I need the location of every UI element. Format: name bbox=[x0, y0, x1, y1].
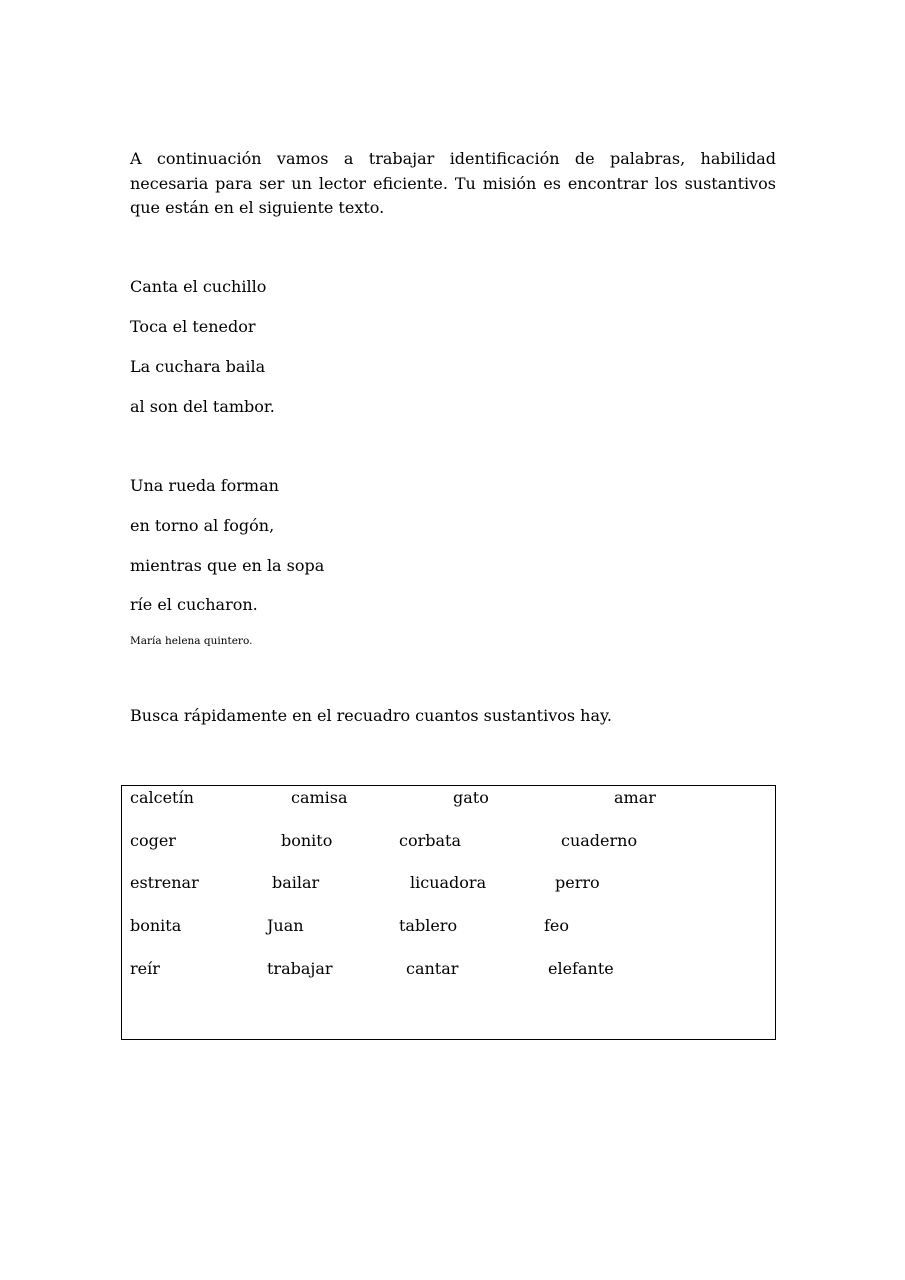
word-cell: cantar bbox=[406, 959, 459, 978]
poem-line: Una rueda forman bbox=[130, 476, 279, 495]
poem-line: Toca el tenedor bbox=[130, 317, 256, 336]
word-cell: Juan bbox=[267, 916, 304, 935]
word-box bbox=[121, 785, 776, 1040]
word-cell: trabajar bbox=[267, 959, 333, 978]
word-cell: estrenar bbox=[130, 873, 199, 892]
word-cell: bailar bbox=[272, 873, 320, 892]
intro-paragraph: A continuación vamos a trabajar identificación de palabras, habilidad necesaria para ser un lector eficiente. Tu misión es encontrar los sustantivos que están en el siguiente texto. bbox=[130, 149, 776, 217]
word-cell: bonito bbox=[281, 831, 333, 850]
word-cell: perro bbox=[555, 873, 600, 892]
poem-line: al son del tambor. bbox=[130, 397, 275, 416]
word-cell: camisa bbox=[291, 788, 348, 807]
word-cell: gato bbox=[453, 788, 489, 807]
poem-line: Canta el cuchillo bbox=[130, 277, 267, 296]
poem-author: María helena quintero. bbox=[130, 635, 253, 647]
poem-line: en torno al fogón, bbox=[130, 516, 275, 535]
word-cell: amar bbox=[614, 788, 656, 807]
word-cell: feo bbox=[544, 916, 570, 935]
instruction-text: Busca rápidamente en el recuadro cuantos sustantivos hay. bbox=[130, 706, 613, 725]
word-cell: coger bbox=[130, 831, 176, 850]
poem-line: La cuchara baila bbox=[130, 357, 266, 376]
word-cell: bonita bbox=[130, 916, 182, 935]
word-cell: licuadora bbox=[410, 873, 487, 892]
word-cell: tablero bbox=[399, 916, 458, 935]
word-cell: reír bbox=[130, 959, 160, 978]
poem-line: ríe el cucharon. bbox=[130, 595, 258, 614]
poem-line: mientras que en la sopa bbox=[130, 556, 325, 575]
word-cell: cuaderno bbox=[561, 831, 638, 850]
word-cell: calcetín bbox=[130, 788, 194, 807]
word-cell: elefante bbox=[548, 959, 614, 978]
word-cell: corbata bbox=[399, 831, 461, 850]
